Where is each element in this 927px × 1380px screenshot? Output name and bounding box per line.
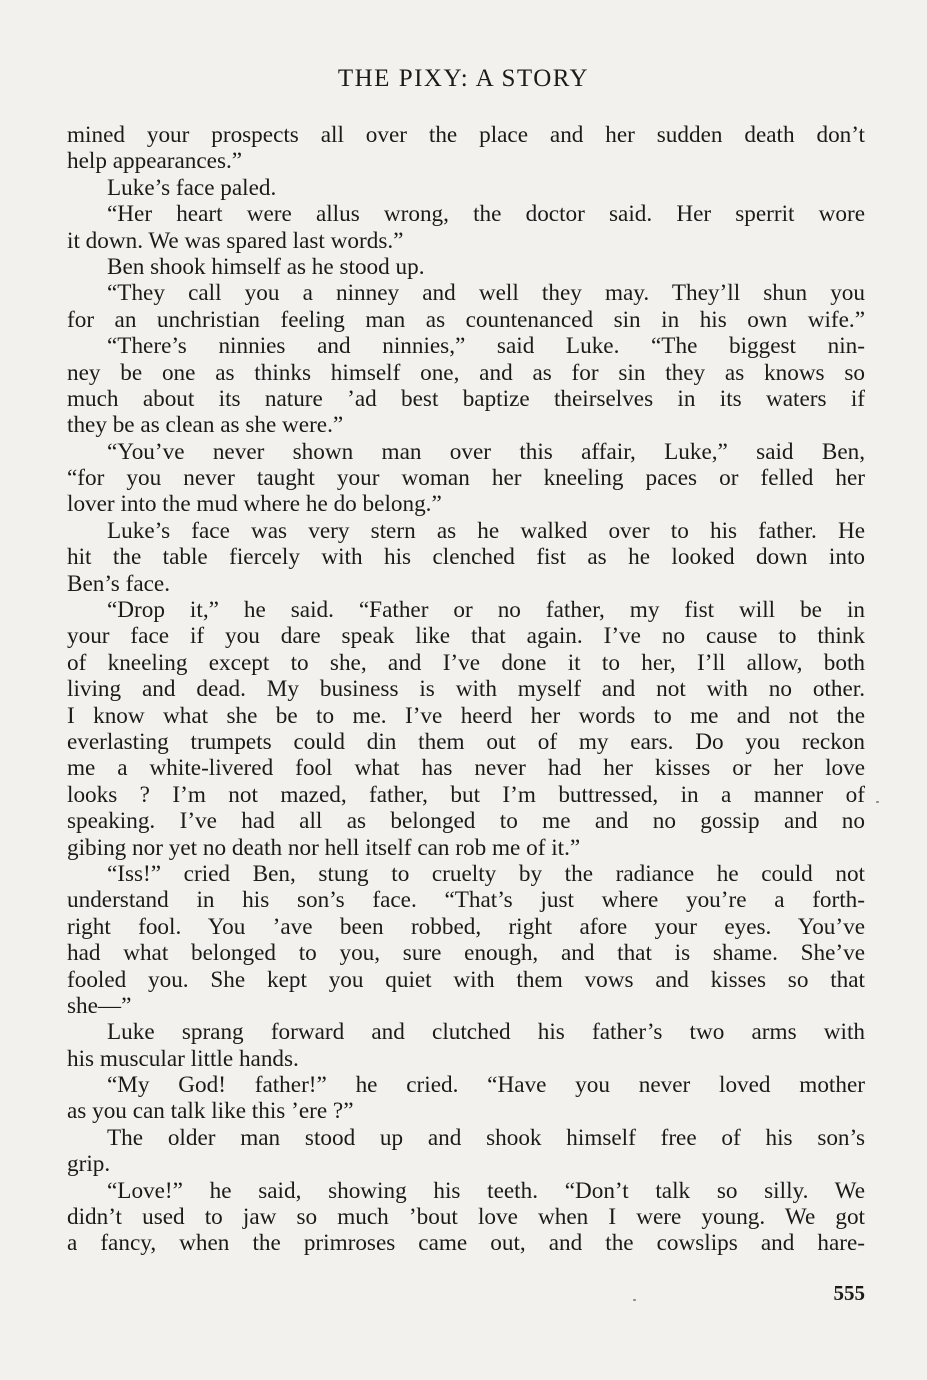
text-line: they be as clean as she were.” [67, 412, 344, 439]
page-number: 555 [833, 1281, 865, 1305]
text-line: didn’t used to jaw so much ’bout love when I were young. We got [67, 1204, 865, 1231]
text-line: hit the table fiercely with his clenched fist as he looked down into [67, 544, 865, 571]
story-text-block [67, 122, 865, 1257]
text-line: she—” [67, 992, 132, 1019]
text-line: “Iss!” cried Ben, stung to cruelty by the radiance he could not [107, 860, 865, 887]
text-line: your face if you dare speak like that again. I’ve no cause to think [67, 623, 865, 650]
text-line: his muscular little hands. [67, 1045, 299, 1072]
text-line: help appearances.” [67, 148, 243, 175]
text-line: as you can talk like this ’ere ?” [67, 1098, 354, 1125]
text-line: lover into the mud where he do belong.” [67, 491, 442, 518]
text-line: much about its nature ’ad best baptize theirselves in its waters if [67, 385, 865, 412]
text-line: Ben’s face. [67, 570, 171, 597]
text-line: ney be one as thinks himself one, and as for sin they as knows so [67, 359, 865, 386]
text-line: fooled you. She kept you quiet with them vows and kisses so that [67, 966, 865, 993]
text-line: looks ? I’m not mazed, father, but I’m buttressed, in a manner of [67, 781, 865, 808]
text-line: Luke’s face was very stern as he walked over to his father. He [107, 517, 865, 544]
text-line: understand in his son’s face. “That’s just where you’re a forth- [67, 887, 865, 914]
text-line: “for you never taught your woman her kneeling paces or felled her [67, 465, 865, 492]
text-line: “My God! father!” he cried. “Have you never loved mother [107, 1072, 865, 1099]
text-line: “There’s ninnies and ninnies,” said Luke. “The biggest nin- [107, 333, 865, 360]
text-line: speaking. I’ve had all as belonged to me and no gossip and no [67, 808, 865, 835]
text-line: “They call you a ninney and well they may. They’ll shun you [107, 280, 865, 307]
running-head: THE PIXY: A STORY [337, 65, 590, 92]
text-line: of kneeling except to she, and I’ve done it to her, I’ll allow, both [67, 649, 865, 676]
text-line: Luke’s face paled. [107, 174, 277, 201]
text-line: a fancy, when the primroses came out, and the cowslips and hare- [67, 1230, 865, 1257]
text-line: I know what she be to me. I’ve heerd her words to me and not the [67, 702, 865, 729]
text-line: had what belonged to you, sure enough, and that is shame. She’ve [67, 940, 865, 967]
text-line: it down. We was spared last words.” [67, 227, 404, 254]
text-line: “Drop it,” he said. “Father or no father, my fist will be in [107, 597, 865, 624]
paper-speck [633, 1299, 636, 1301]
text-line: right fool. You ’ave been robbed, right afore your eyes. You’ve [67, 913, 865, 940]
text-line: grip. [67, 1151, 111, 1178]
text-line: living and dead. My business is with myself and not with no other. [67, 676, 865, 703]
paper-speck [876, 801, 879, 803]
text-line: everlasting trumpets could din them out of my ears. Do you reckon [67, 728, 865, 755]
text-line: “You’ve never shown man over this affair, Luke,” said Ben, [107, 438, 865, 465]
text-line: Luke sprang forward and clutched his father’s two arms with [107, 1019, 865, 1046]
text-line: Ben shook himself as he stood up. [107, 253, 425, 280]
text-line: mined your prospects all over the place and her sudden death don’t [67, 122, 865, 148]
text-line: gibing nor yet no death nor hell itself can rob me of it.” [67, 834, 581, 861]
text-line: The older man stood up and shook himself free of his son’s [107, 1124, 865, 1151]
text-line: me a white-livered fool what has never had her kisses or her love [67, 755, 865, 782]
text-line: “Her heart were allus wrong, the doctor said. Her sperrit wore [107, 201, 865, 228]
text-line: for an unchristian feeling man as countenanced sin in his own wife.” [67, 306, 865, 333]
text-line: “Love!” he said, showing his teeth. “Don’t talk so silly. We [107, 1177, 865, 1204]
